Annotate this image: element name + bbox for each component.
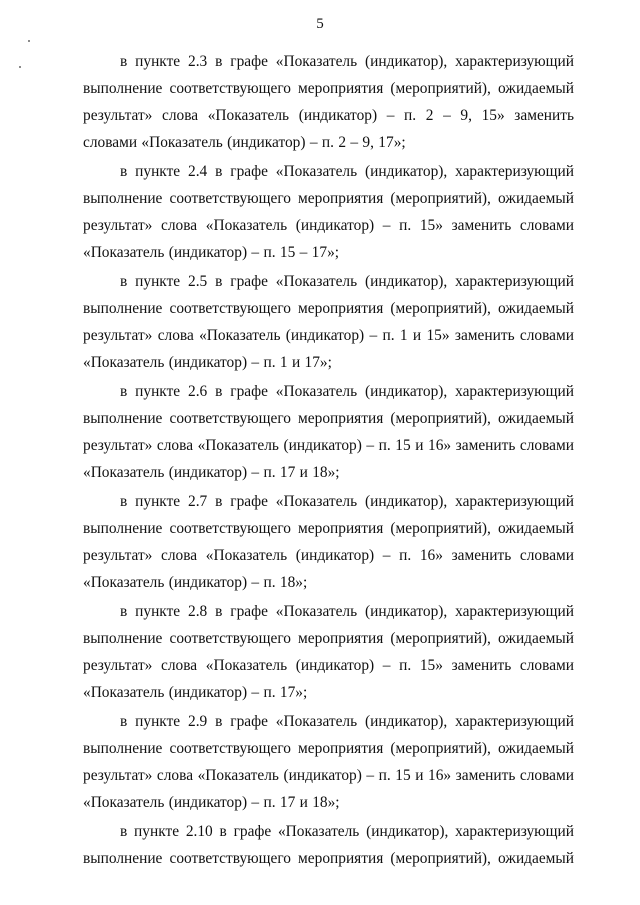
amendment-paragraph: в пункте 2.4 в графе «Показатель (индикатор), характеризующий выполнение соответствующего мероприятия (мероприятий), ожидаемый результат» слова «Показатель (индикатор) – п. 15» заменить словами «Показатель (индикатор) – п. 15 – 17»; xyxy=(83,163,574,261)
amendment-paragraph: в пункте 2.9 в графе «Показатель (индикатор), характеризующий выполнение соответствующего мероприятия (мероприятий), ожидаемый результат» слова «Показатель (индикатор) – п. 15 и 16» заменить словами «Показатель (индикатор) – п. 17 и 18»; xyxy=(83,713,574,811)
scan-speck xyxy=(28,40,30,42)
amendment-paragraph: в пункте 2.6 в графе «Показатель (индикатор), характеризующий выполнение соответствующего мероприятия (мероприятий), ожидаемый результат» слова «Показатель (индикатор) – п. 15 и 16» заменить словами «Показатель (индикатор) – п. 17 и 18»; xyxy=(83,383,574,481)
page-number: 5 xyxy=(316,16,324,32)
amendment-paragraph: в пункте 2.3 в графе «Показатель (индикатор), характеризующий выполнение соответствующего мероприятия (мероприятий), ожидаемый результат» слова «Показатель (индикатор) – п. 2 – 9, 15» заменить словами «Показатель (индикатор) – п. 2 – 9, 17»; xyxy=(83,53,574,151)
document-body xyxy=(83,48,574,874)
amendment-paragraph: в пункте 2.8 в графе «Показатель (индикатор), характеризующий выполнение соответствующего мероприятия (мероприятий), ожидаемый результат» слова «Показатель (индикатор) – п. 15» заменить словами «Показатель (индикатор) – п. 17»; xyxy=(83,603,574,701)
amendment-paragraph: в пункте 2.5 в графе «Показатель (индикатор), характеризующий выполнение соответствующего мероприятия (мероприятий), ожидаемый результат» слова «Показатель (индикатор) – п. 1 и 15» заменить словами «Показатель (индикатор) – п. 1 и 17»; xyxy=(83,273,574,371)
scan-speck xyxy=(19,66,21,68)
amendment-paragraph: в пункте 2.7 в графе «Показатель (индикатор), характеризующий выполнение соответствующего мероприятия (мероприятий), ожидаемый результат» слова «Показатель (индикатор) – п. 16» заменить словами «Показатель (индикатор) – п. 18»; xyxy=(83,493,574,591)
amendment-paragraph: в пункте 2.10 в графе «Показатель (индикатор), характеризующий выполнение соответствующего мероприятия (мероприятий), ожидаемый xyxy=(83,823,574,867)
